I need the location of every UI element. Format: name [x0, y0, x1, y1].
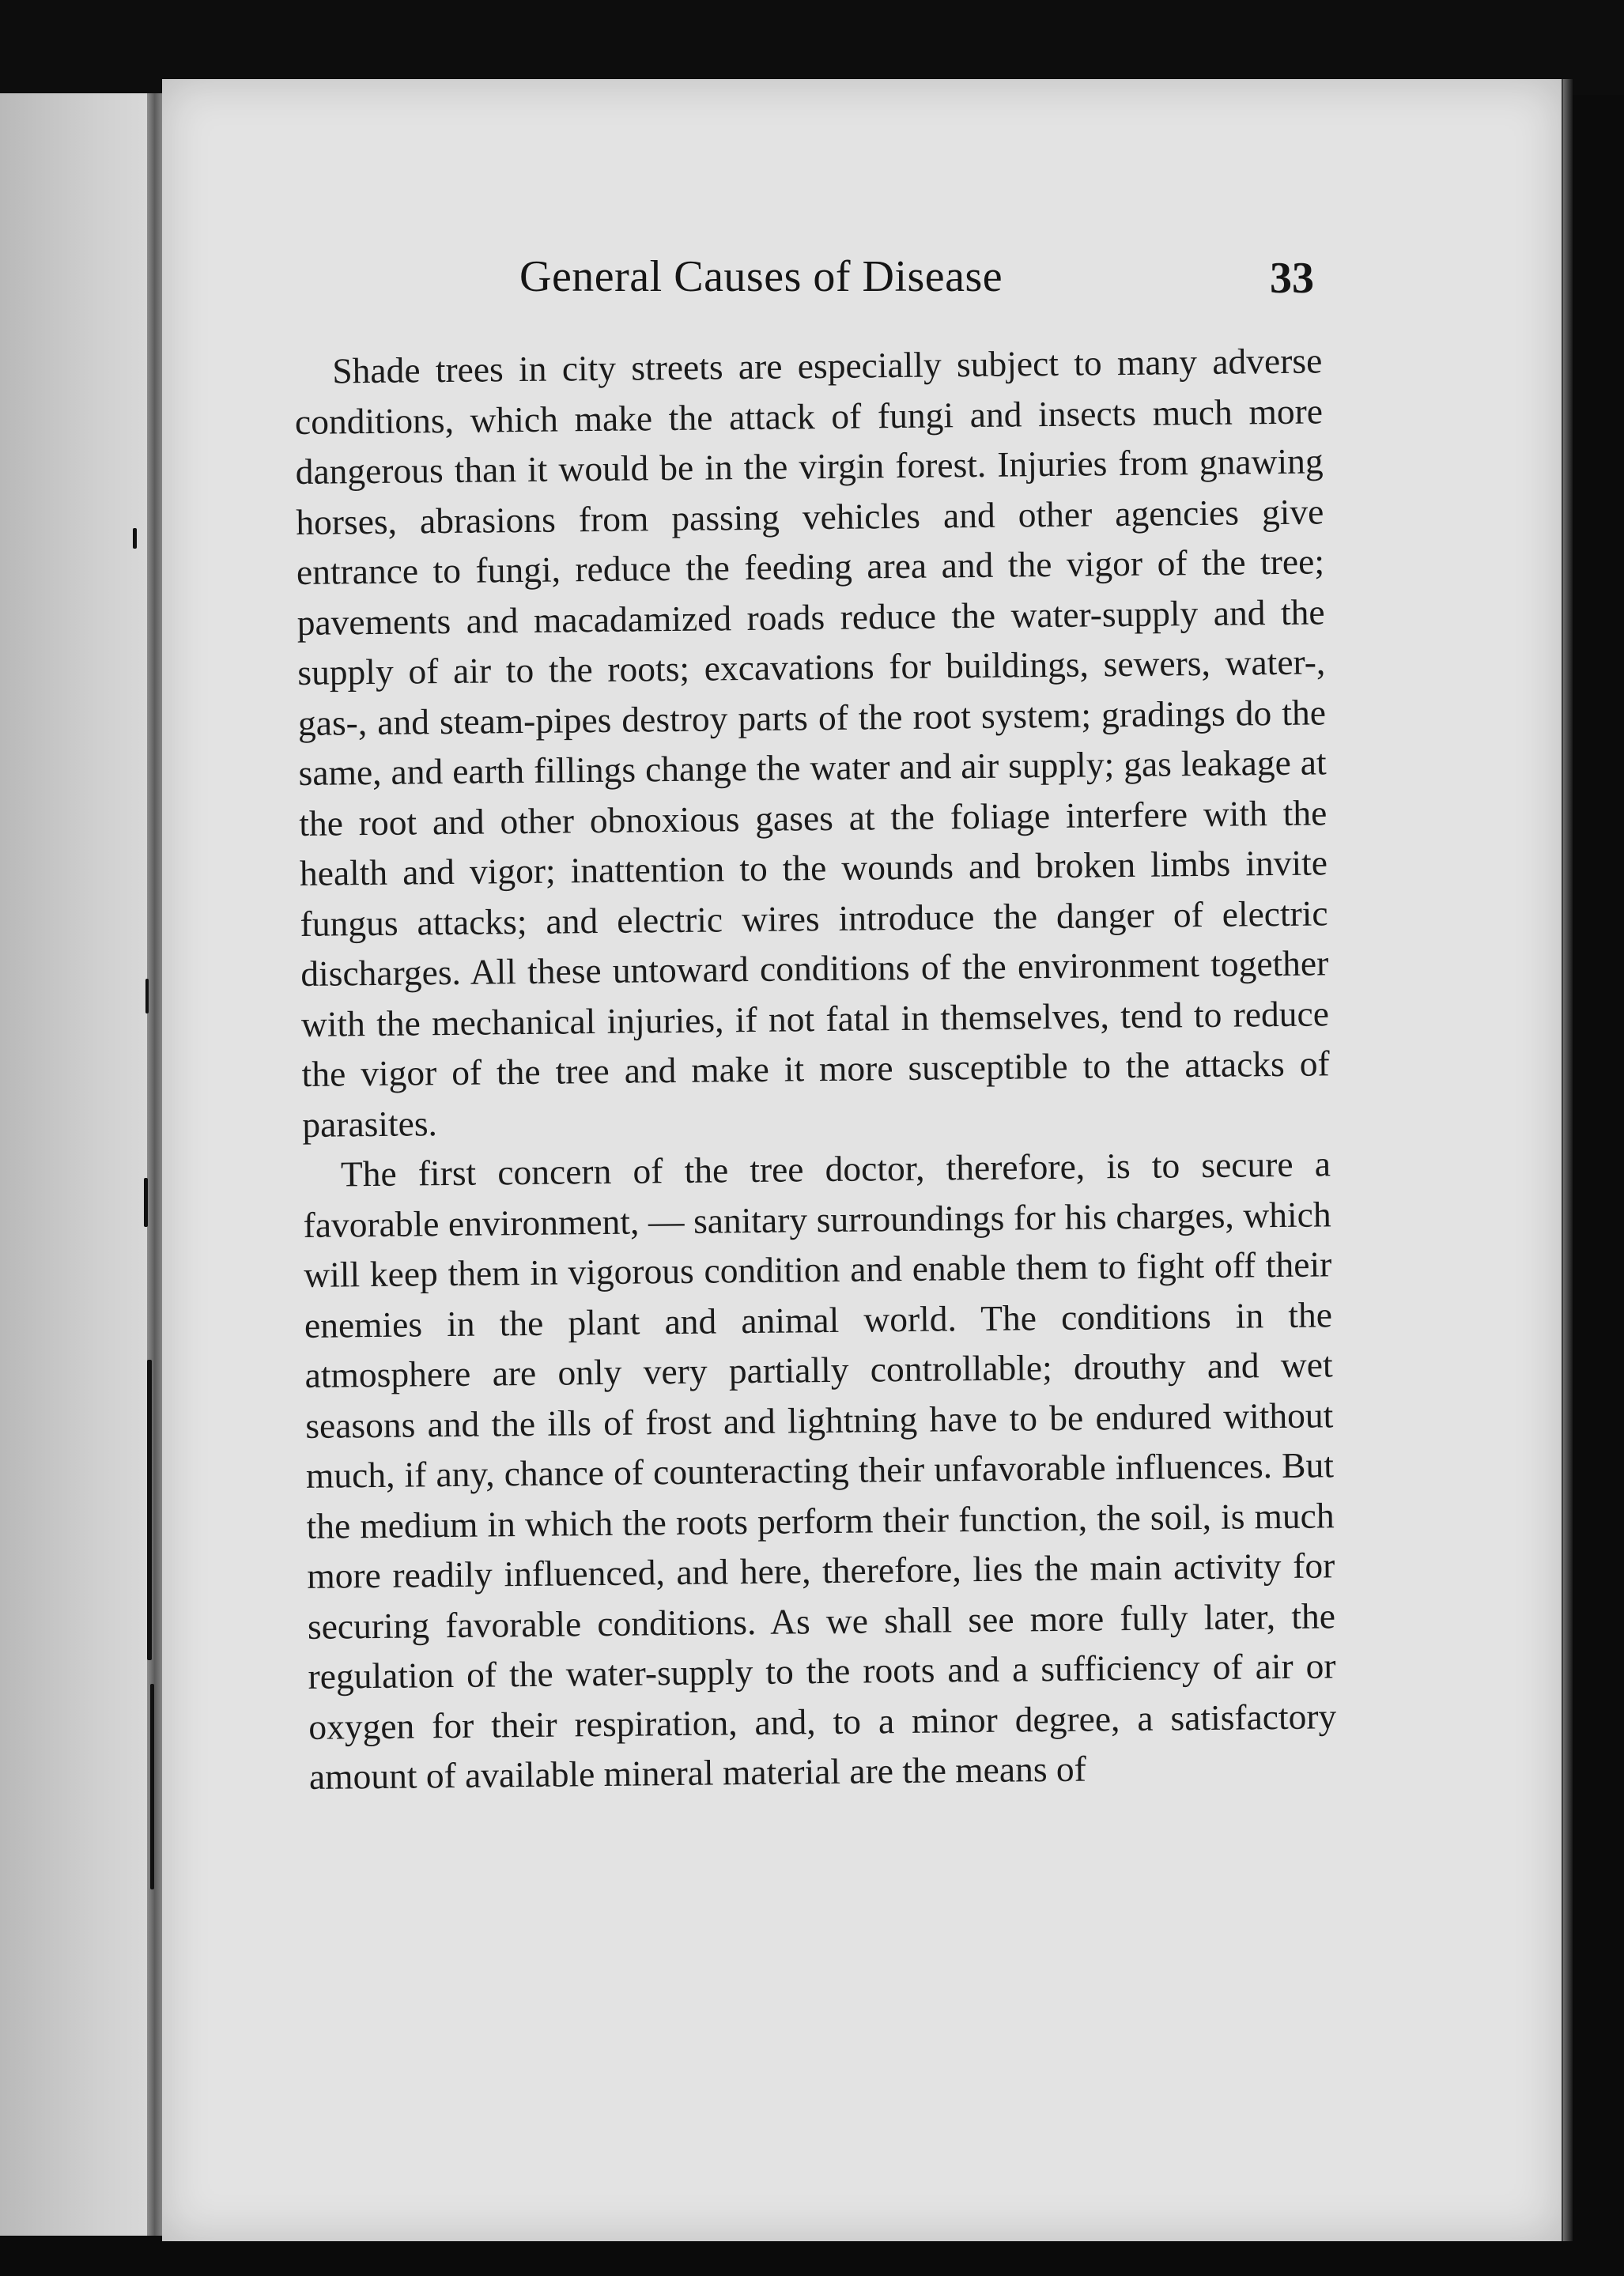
running-title: General Causes of Disease [519, 252, 1003, 301]
body-text [294, 335, 1337, 1802]
page-number: 33 [1270, 254, 1314, 303]
scan-speck [147, 1360, 152, 1660]
scan-speck [145, 979, 149, 1013]
scan-speck [133, 528, 137, 549]
scan-speck [150, 1684, 154, 1889]
scan-bottom-border [0, 2241, 1624, 2276]
running-head [357, 251, 1314, 315]
scan-speck [144, 1178, 148, 1227]
paragraph-tree-doctor: The first concern of the tree doctor, therefore, is to secure a favorable environment, — sanitary surroundings for his charges, which will keep them in vigorous condition and enable them to fight off their enemies in the plant and animal world. The conditions in the atmosphere are only very partially controllable; drouthy and wet seasons and the ills of frost and lightning have to be endured without much, if any, chance of counteracting their unfavorable influences. But the medium in which the roots perform their function, the soil, is much more readily influenced, and here, therefore, lies the main activity for securing favorable conditions. As we shall see more fully later, the regulation of the water-supply to the roots and a sufficiency of air or oxygen for their respiration, and, to a minor degree, a satisfactory amount of available mineral material are the means of [303, 1143, 1337, 1797]
paragraph-shade-trees: Shade trees in city streets are especially subject to many adverse conditions, which make the attack of fungi and insects much more dangerous than it would be in the virgin forest. Injuries from gnawing horses, abrasions from passing vehicles and other agencies give entrance to fungi, reduce the feeding area and the vigor of the tree; pavements and macadamized roads reduce the water-supply and the supply of air to the roots; excavations for buildings, sewers, water-, gas-, and steam-pipes destroy parts of the root system; gradings do the same, and earth fillings change the water and air supply; gas leakage at the root and other obnoxious gases at the foliage interfere with the health and vigor; inattention to the wounds and broken limbs invite fungus attacks; and electric wires introduce the danger of electric discharges. All these untoward conditions of the environment together with the mechanical injuries, if not fatal in themselves, tend to reduce the vigor of the tree and make it more susceptible to the attacks of parasites. [294, 340, 1330, 1145]
facing-page-edge [0, 93, 158, 2236]
